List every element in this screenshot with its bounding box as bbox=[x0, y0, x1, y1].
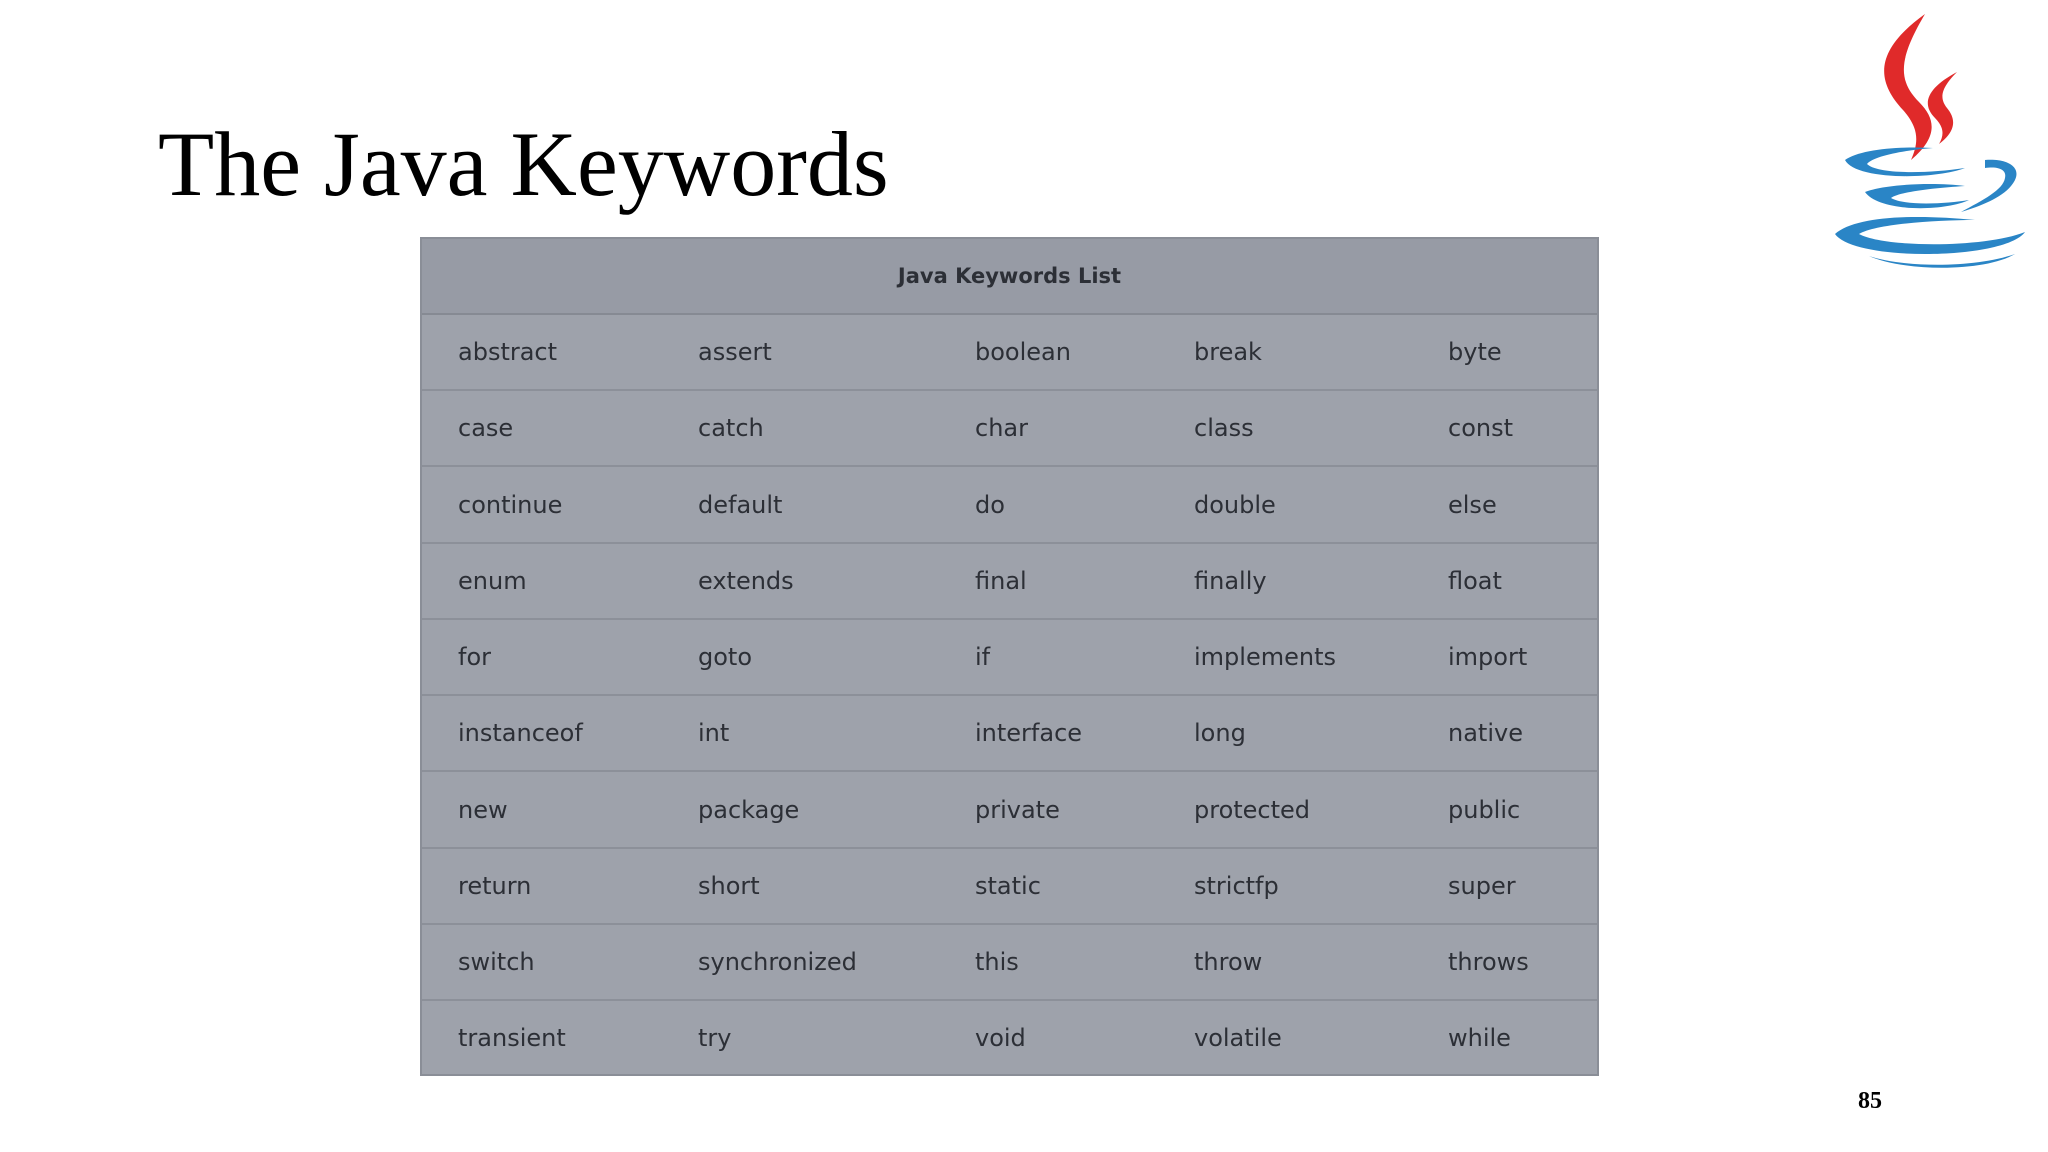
keyword-cell: throws bbox=[1412, 924, 1597, 1000]
keyword-cell: native bbox=[1412, 695, 1597, 771]
java-logo-icon bbox=[1815, 10, 2037, 272]
table-row bbox=[422, 771, 1597, 847]
keyword-cell: const bbox=[1412, 390, 1597, 466]
keyword-cell: protected bbox=[1158, 771, 1412, 847]
table-row bbox=[422, 543, 1597, 619]
keyword-cell: transient bbox=[458, 1023, 566, 1052]
keyword-cell: super bbox=[1412, 848, 1597, 924]
table-row bbox=[422, 619, 1597, 695]
keyword-cell: try bbox=[698, 1023, 732, 1052]
table-row bbox=[422, 1000, 1597, 1074]
keyword-cell: implements bbox=[1158, 619, 1412, 695]
keyword-cell: float bbox=[1412, 543, 1597, 619]
table-row bbox=[422, 466, 1597, 542]
table-row bbox=[422, 390, 1597, 466]
keyword-cell: synchronized bbox=[662, 924, 939, 1000]
keyword-cell: assert bbox=[662, 314, 939, 390]
keyword-cell: private bbox=[939, 771, 1158, 847]
keyword-cell: finally bbox=[1158, 543, 1412, 619]
keyword-cell: package bbox=[662, 771, 939, 847]
keyword-cell: catch bbox=[662, 390, 939, 466]
keyword-cell: long bbox=[1158, 695, 1412, 771]
table-header-row bbox=[422, 239, 1597, 314]
keyword-cell: default bbox=[662, 466, 939, 542]
keyword-cell: return bbox=[422, 848, 662, 924]
keyword-cell: int bbox=[662, 695, 939, 771]
page-number: 85 bbox=[1858, 1088, 1882, 1114]
table-row bbox=[422, 695, 1597, 771]
keyword-cell: while bbox=[1448, 1023, 1511, 1052]
keywords-table bbox=[422, 239, 1597, 1074]
keyword-cell: strictfp bbox=[1158, 848, 1412, 924]
keyword-cell: double bbox=[1158, 466, 1412, 542]
keyword-cell: final bbox=[939, 543, 1158, 619]
keyword-cell: short bbox=[662, 848, 939, 924]
keyword-cell: new bbox=[422, 771, 662, 847]
keyword-cell: char bbox=[939, 390, 1158, 466]
keyword-cell: this bbox=[939, 924, 1158, 1000]
table-caption: Java Keywords List bbox=[422, 239, 1597, 314]
keyword-cell: instanceof bbox=[422, 695, 662, 771]
keyword-cell: static bbox=[939, 848, 1158, 924]
table-row bbox=[422, 314, 1597, 390]
keyword-cell: else bbox=[1412, 466, 1597, 542]
table-row bbox=[422, 848, 1597, 924]
keyword-cell: volatile bbox=[1194, 1023, 1282, 1052]
keyword-cell: do bbox=[939, 466, 1158, 542]
keyword-cell: extends bbox=[662, 543, 939, 619]
keyword-cell: void bbox=[975, 1023, 1026, 1052]
keyword-cell: switch bbox=[422, 924, 662, 1000]
slide-title: The Java Keywords bbox=[158, 113, 889, 215]
keyword-cell: throw bbox=[1158, 924, 1412, 1000]
keyword-cell: continue bbox=[422, 466, 662, 542]
keyword-cell: interface bbox=[939, 695, 1158, 771]
keyword-cell: abstract bbox=[422, 314, 662, 390]
keyword-cell: public bbox=[1412, 771, 1597, 847]
keyword-cell: enum bbox=[422, 543, 662, 619]
keyword-cell: import bbox=[1412, 619, 1597, 695]
keyword-cell: case bbox=[422, 390, 662, 466]
keyword-cell: boolean bbox=[939, 314, 1158, 390]
keywords-table-container bbox=[420, 237, 1599, 1076]
keyword-cell: for bbox=[422, 619, 662, 695]
keyword-cell: break bbox=[1158, 314, 1412, 390]
keyword-cell: class bbox=[1158, 390, 1412, 466]
keyword-cell: goto bbox=[662, 619, 939, 695]
keyword-cell: if bbox=[939, 619, 1158, 695]
keyword-cell: byte bbox=[1412, 314, 1597, 390]
table-row bbox=[422, 924, 1597, 1000]
